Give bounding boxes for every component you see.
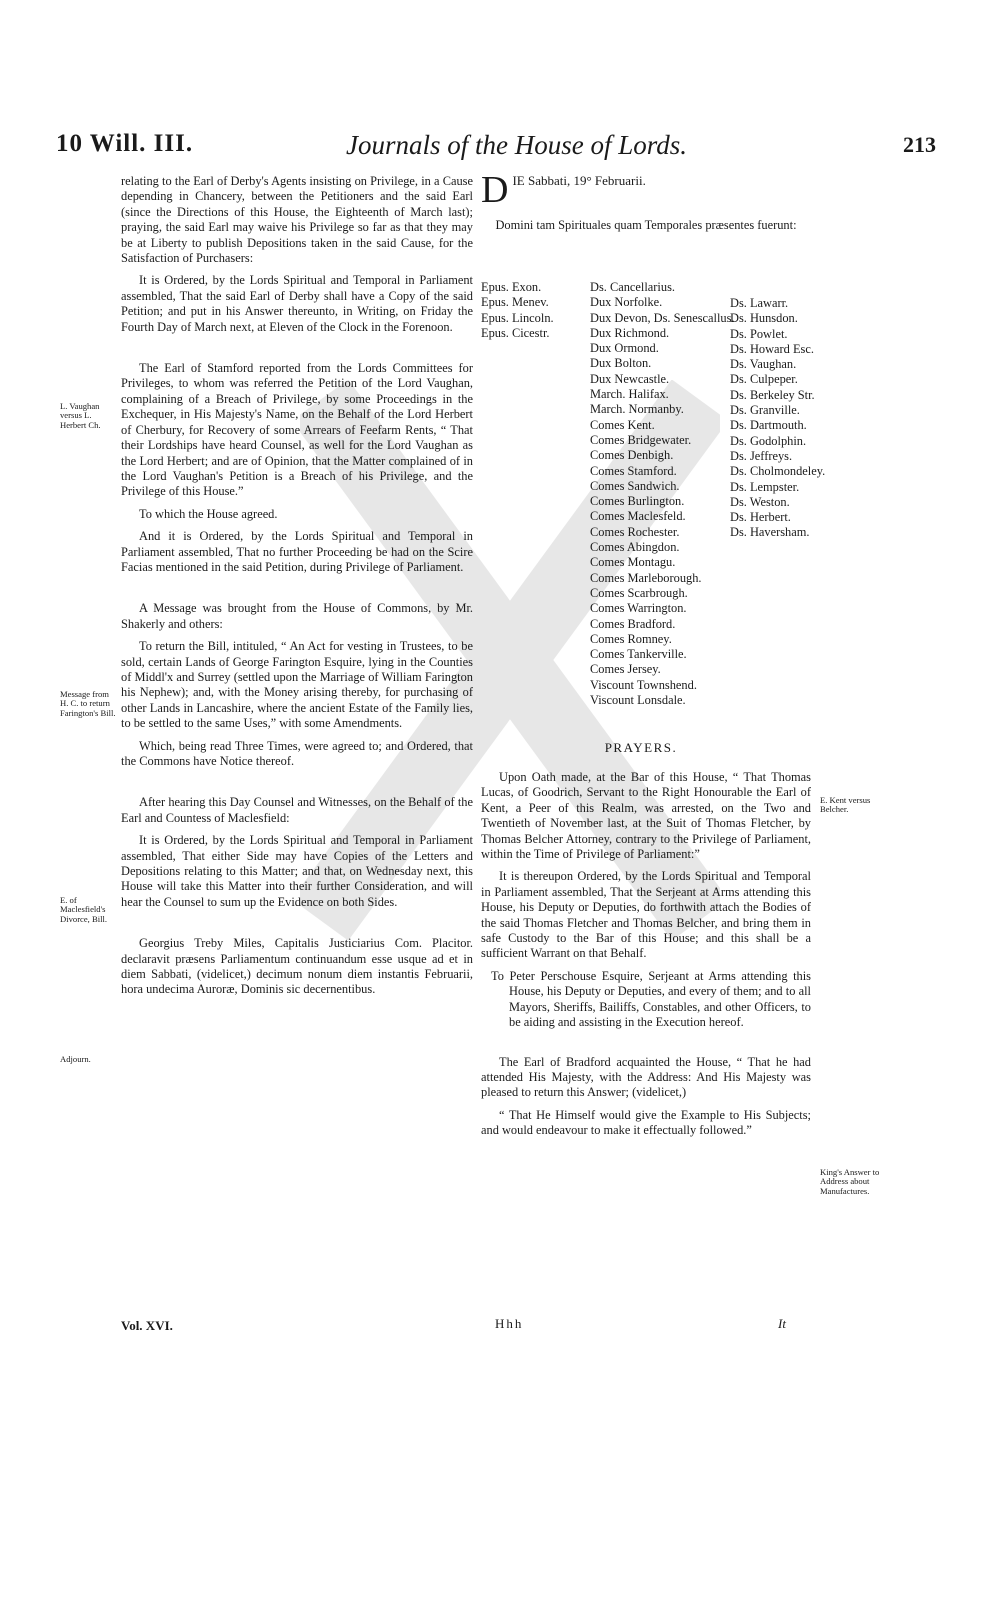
list-item: Ds. Hunsdon. [730,311,798,326]
paragraph: Georgius Treby Miles, Capitalis Justiciarius Com. Placitor. declaravit præsens Parliamentum continuandum esse usque ad et in diem Sabbati, (videlicet,) decimum nonum diem instantis Februarii, hora undecima Auroræ, Dominis sic decernentibus. [121,936,473,997]
margin-note-adjourn: Adjourn. [60,1054,91,1064]
paragraph: The Earl of Stamford reported from the Lords Committees for Privileges, to whom was referred the Petition of the Lord Vaughan, complaining of a Breach of Privilege, by some Proceedings in the Exchequer, in His Majesty's Name, on the Behalf of the Lord Herbert of Cherbury, for Recovery of some Arrears of Feefarm Rents, “ That their Lordships have heard Counsel, as well for the Lord Vaughan as the Lord Herbert; and are of Opinion, that the Matter complained of in the Lord Vaughan's Petition is a Breach of his Privilege, and the Privilege of this House.” [121,361,473,499]
list-item: Ds. Culpeper. [730,372,798,387]
paragraph: A Message was brought from the House of Commons, by Mr. Shakerly and others: [121,601,473,631]
list-item: Epus. Exon. [481,280,542,294]
list-item: Dux Norfolke. [590,295,663,310]
list-item: March. Normanby. [590,402,684,417]
list-item: Comes Jersey. [590,662,661,677]
paragraph: It is Ordered, by the Lords Spiritual and Temporal in Parliament assembled, That the said Earl of Derby shall have a Copy of the said Petition; and put in his Answer thereunto, in Writing, on Friday the Fourth Day of March next, at Eleven of the Clock in the Forenoon. [121,273,473,334]
list-item: Comes Sandwich. [590,478,680,493]
left-column [121,174,473,1005]
list-item: Ds. Vaughan. [730,357,797,372]
list-item: March. Halifax. [590,387,669,402]
list-item: Comes Bradford. [590,616,676,631]
list-item: Comes Stamford. [590,463,677,478]
list-item: Dux Bolton. [590,356,652,371]
list-item: Dux Devon, Ds. Senescallus. [590,310,735,325]
list-item: Dux Ormond. [590,341,659,356]
list-item: Ds. Herbert. [730,510,791,525]
list-item: Epus. Cicestr. [481,325,550,340]
list-item: Dux Richmond. [590,325,670,340]
list-item: Ds. Godolphin. [730,433,807,448]
list-item: Comes Marleborough. [590,570,702,585]
paragraph: It is thereupon Ordered, by the Lords Spiritual and Temporal in Parliament assembled, That the Serjeant at Arms attending this House, his Deputy or Deputies, do forthwith attach the Bodies of the said Thomas Fletcher and Thomas Belcher, and bring them in safe Custody to the Bar of this House; and this shall be a sufficient Warrant on that Behalf. [481,869,811,961]
drop-cap: D [481,169,509,211]
margin-note-kent: E. Kent versus Belcher. [820,795,871,815]
list-item: Comes Bridgewater. [590,432,692,447]
list-item: Ds. Haversham. [730,525,810,540]
sitting-date-text: IE Sabbati, 19° Februarii. [512,173,646,188]
margin-note-king: King's Answer to Address about Manufactures. [820,1167,880,1196]
list-item: Ds. Berkeley Str. [730,387,815,402]
paragraph: The Earl of Bradford acquainted the House, “ That he had attended His Majesty, with the Address: And His Majesty was pleased to return this Answer; (videlicet,) [481,1054,811,1100]
list-item: Ds. Jeffreys. [730,448,793,463]
list-item: Ds. Cholmondeley. [730,464,826,479]
list-item: Comes Warrington. [590,601,687,616]
warrant-paragraph: To Peter Perschouse Esquire, Serjeant at Arms attending this House, his Deputy or Deputies, and every of them; and to all Mayors, Sheriffs, Bailiffs, Constables, and other Officers, to be aiding and assisting in the Execution hereof. [491,968,811,1030]
paragraph: To which the House agreed. [139,506,278,521]
paragraph: To return the Bill, intituled, “ An Act for vesting in Trustees, to be sold, certain Lands of George Farington Esquire, lying in the Counties of Middl'x and Surrey (settled upon the Marriage of William Farington his Nephew); and, with the Money arising thereby, for purchasing of other Lands in Lancashire, where the ancient Estate of the Family lies, to be settled to the same Uses,” with some Amendments. [121,639,473,731]
right-column [481,770,811,1146]
list-item: Ds. Dartmouth. [730,418,807,433]
paragraph: After hearing this Day Counsel and Witnesses, on the Behalf of the Earl and Countess of Maclesfield: [121,795,473,825]
list-item: Ds. Howard Esc. [730,341,814,356]
volume-label: Vol. XVI. [121,1318,173,1333]
margin-note-message: Message from H. C. to return Farington's Bill. [60,689,116,718]
catchword: It [778,1316,786,1331]
paragraph: It is Ordered, by the Lords Spiritual and Temporal in Parliament assembled, That either Side may have Copies of the Letters and Depositions relating to this Matter; and that, on Wednesday next, this House will take this Matter into their further Consideration, and will hear the Counsel to sum up the Evidence on both Sides. [121,833,473,909]
prayers-heading: PRAYERS. [604,740,678,755]
paragraph: And it is Ordered, by the Lords Spiritual and Temporal in Parliament assembled, That no further Proceeding be had on the Scire Facias mentioned in the said Petition, during Privilege of Parliament. [121,529,473,574]
list-item: Comes Burlington. [590,494,685,509]
lords-list-right [730,296,825,541]
list-item: Comes Denbigh. [590,448,674,463]
regnal-year: 10 Will. III. [56,130,194,157]
list-item: Comes Maclesfeld. [590,509,686,524]
margin-note-maclesfield: E. of Maclesfield's Divorce, Bill. [60,895,108,924]
list-item: Comes Montagu. [590,555,676,570]
list-item: Viscount Townshend. [590,677,697,692]
paragraph: “ That He Himself would give the Example to His Subjects; and would endeavour to make it effectually followed.” [481,1107,811,1138]
list-item: Viscount Lonsdale. [590,693,686,708]
list-item: Ds. Lempster. [730,479,800,494]
list-item: Comes Kent. [590,417,655,432]
list-item: Dux Newcastle. [590,371,670,386]
page-number: 213 [903,132,936,157]
lords-list-middle [590,280,735,708]
list-item: Comes Scarbrough. [590,585,688,600]
page-header [56,130,936,170]
list-item: Epus. Menev. [481,295,549,310]
list-item: Ds. Cancellarius. [590,280,675,294]
journal-title: Journals of the House of Lords. [346,130,688,160]
list-item: Comes Tankerville. [590,647,687,662]
list-item: Comes Romney. [590,631,672,646]
paragraph: Upon Oath made, at the Bar of this House, “ That Thomas Lucas, of Goodrich, Servant to the Right Honourable the Earl of Kent, a Peer of this Realm, was arrested, on the Two and Twentieth of November last, at the Suit of Thomas Fletcher, by Thomas Belcher Attorney, contrary to the Privilege of Parliament, within the Time of Privilege of Parliament:” [481,770,811,862]
paragraph: Which, being read Three Times, were agreed to; and Ordered, that the Commons have Notice thereof. [121,738,473,768]
list-item: Ds. Lawarr. [730,296,789,310]
list-item: Epus. Lincoln. [481,310,554,325]
list-item: Comes Abingdon. [590,540,680,555]
bishops-list [481,280,554,341]
list-item: Ds. Granville. [730,403,800,418]
list-item: Ds. Powlet. [730,326,788,341]
attendance-heading: Domini tam Spirituales quam Temporales præsentes fuerunt: [495,218,797,232]
list-item: Comes Rochester. [590,524,680,539]
sitting-date [481,169,811,211]
margin-note-vaughan: L. Vaughan versus L. Herbert Ch. [60,401,101,430]
paragraph: relating to the Earl of Derby's Agents insisting on Privilege, in a Cause depending in Chancery, between the Petitioners and the said Earl (since the Directions of this House, the Eighteenth of March last); praying, the said Earl may waive his Privilege so far as that they may be at Liberty to publish Depositions taken in the said Cause, for the Satisfaction of Purchasers: [121,174,473,266]
signature-mark: Hhh [495,1316,524,1331]
list-item: Ds. Weston. [730,494,790,509]
